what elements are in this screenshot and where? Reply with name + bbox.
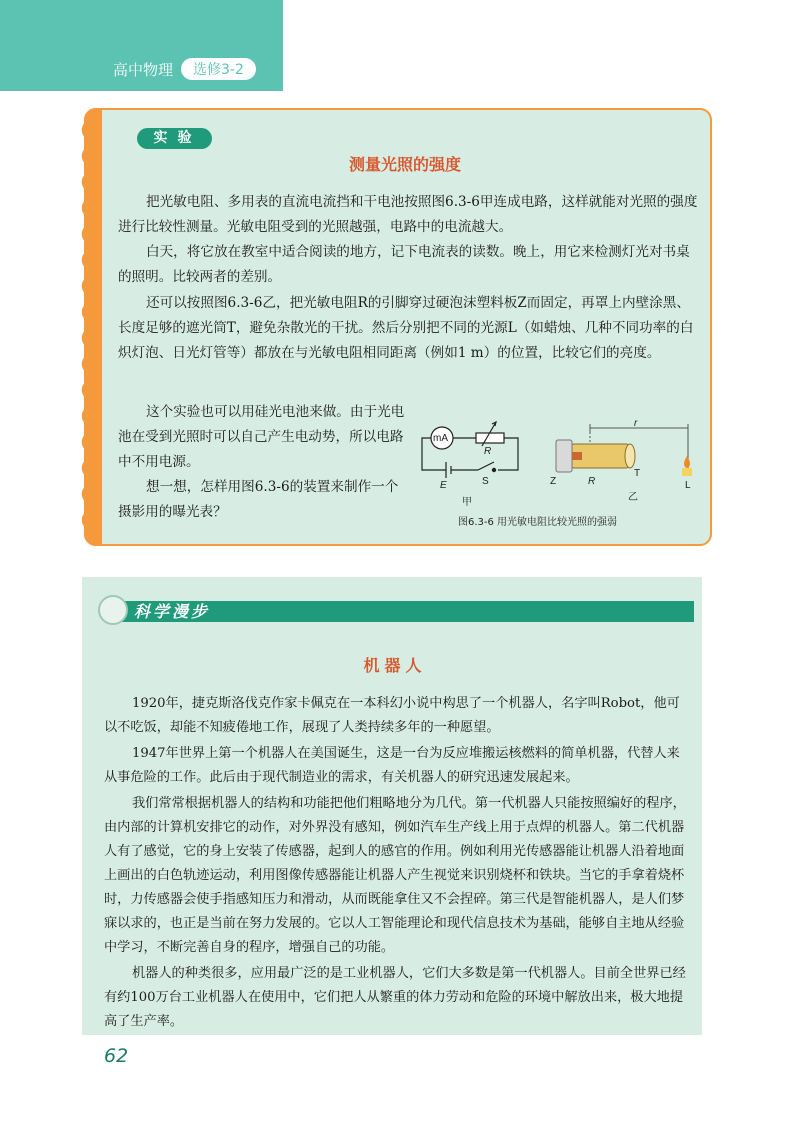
lamp-label: L (685, 480, 691, 491)
spiral-binding-icon (70, 118, 110, 538)
resistor-label: R (484, 446, 492, 457)
circuit-figure (418, 412, 708, 527)
book-header (113, 56, 256, 82)
section-label: 科学漫步 (134, 602, 211, 621)
distance-label: r (634, 418, 638, 429)
article-title: 机器人 (363, 656, 427, 675)
volume-badge: 选修3-2 (181, 58, 256, 80)
experiment-paragraph: 这个实验也可以用硅光电池来做。由于光电池在受到光照时可以自己产生电动势，所以电路中不用电源。 (118, 404, 405, 470)
experiment-question: 想一想，怎样用图6.3-6的装置来制作一个摄影用的曝光表？ (118, 479, 399, 520)
article-paragraph: 机器人的种类很多，应用最广泛的是工业机器人，它们大多数是第一代机器人。目前全世界已经有约100万台工业机器人在使用中，它们把人从繁重的体力劳动和危险的环境中解放出来，极大地提高了生产率。 (104, 966, 686, 1029)
page-number: 62 (104, 1045, 129, 1067)
figure-part-a: 甲 (462, 497, 472, 508)
photoresistor-label: R (588, 476, 596, 487)
experiment-title: 测量光照的强度 (348, 155, 461, 174)
battery-label: E (440, 480, 447, 491)
switch-label: S (482, 476, 489, 487)
experiment-paragraph: 白天，将它放在教室中适合阅读的地方，记下电流表的读数。晚上，用它来检测灯光对书桌的照明。比较两者的差别。 (118, 244, 690, 285)
article-paragraph: 1920年，捷克斯洛伐克作家卡佩克在一本科幻小说中构思了一个机器人，名字叫Robot，他可以不吃饭，却能不知疲倦地工作，展现了人类持续多年的一种愿望。 (104, 696, 680, 735)
figure-part-b: 乙 (628, 492, 638, 503)
banner-circle-icon (98, 595, 128, 625)
article-paragraph: 我们常常根据机器人的结构和功能把他们粗略地分为几代。第一代机器人只能按照编好的程序，由内部的计算机安排它的动作，对外界没有感知，例如汽车生产线上用于点焊的机器人。第二代机器人有了感觉，它的身上安装了传感器，起到人的感官的作用。例如利用光传感器能让机器人沿着地面上画出的白色轨迹运动，利用图像传感器能让机器人产生视觉来识别烧杯和铁块。当它的手拿着烧杯时，力传感器会使手指感知压力和滑动，从而既能拿住又不会捏碎。第三代是智能机器人，是人们梦寐以求的，也正是当前在努力发展的。它以人工智能理论和现代信息技术为基础，能够自主地从经验中学习，不断完善自身的程序，增强自己的功能。 (104, 796, 686, 955)
meter-label: mA (433, 433, 448, 444)
experiment-badge: 实验 (137, 128, 212, 149)
figure-caption: 图6.3-6 用光敏电阻比较光照的强弱 (458, 517, 618, 528)
tube-label: T (634, 468, 641, 479)
book-title: 高中物理 (113, 60, 174, 79)
plate-label: Z (550, 476, 557, 487)
experiment-paragraph: 还可以按照图6.3-6乙，把光敏电阻R的引脚穿过硬泡沫塑料板Z而固定，再罩上内壁涂黑、长度足够的遮光筒T，避免杂散光的干扰。然后分别把不同的光源L（如蜡烛、几种不同功率的白炽灯泡、日光灯管等）都放在与光敏电阻相同距离（例如1 m）的位置，比较它们的亮度。 (118, 295, 694, 361)
experiment-paragraph: 把光敏电阻、多用表的直流电流挡和干电池按照图6.3-6甲连成电路，这样就能对光照的强度进行比较性测量。光敏电阻受到的光照越强，电路中的电流越大。 (118, 194, 698, 235)
article-paragraph: 1947年世界上第一个机器人在美国诞生，这是一台为反应堆搬运核燃料的简单机器，代替人来从事危险的工作。此后由于现代制造业的需求，有关机器人的研究迅速发展起来。 (104, 746, 680, 785)
